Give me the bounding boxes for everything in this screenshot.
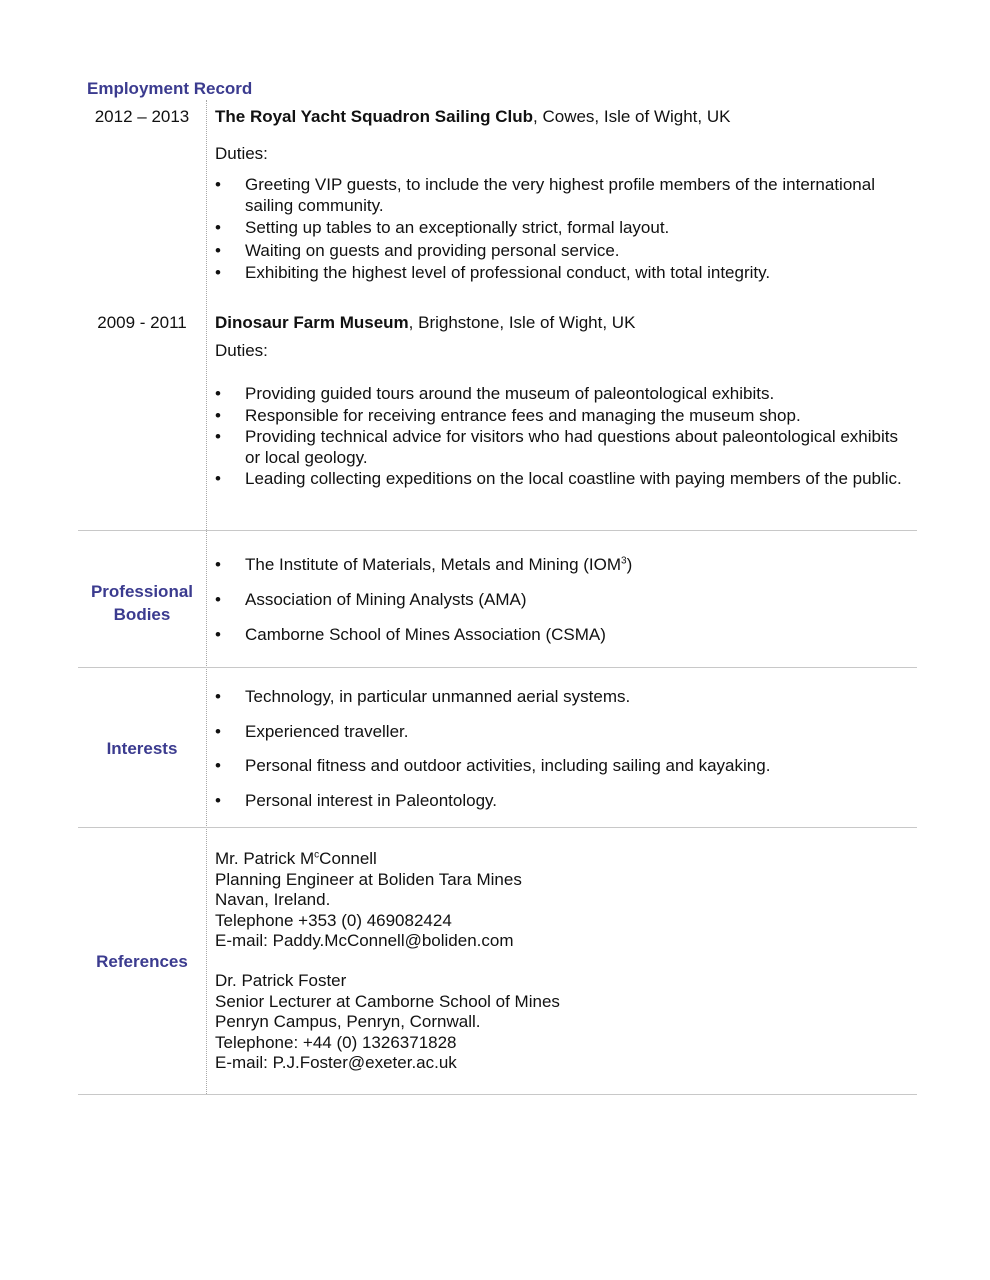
column-divider bbox=[206, 100, 207, 1094]
employer-name: Dinosaur Farm Museum bbox=[215, 313, 409, 332]
interests-list bbox=[215, 687, 915, 811]
professional-body-item: • Camborne School of Mines Association (CSMA) bbox=[215, 625, 915, 646]
professional-bodies-list bbox=[215, 555, 915, 646]
section-heading-employment: Employment Record bbox=[87, 79, 253, 98]
duty-item: • Providing guided tours around the museum of paleontological exhibits. bbox=[215, 384, 915, 405]
reference-foster bbox=[215, 971, 560, 1074]
section-label-interests: Interests bbox=[106, 739, 178, 758]
interest-item: • Technology, in particular unmanned aerial systems. bbox=[215, 687, 915, 708]
duty-item: • Greeting VIP guests, to include the very highest profile members of the international sailing community. bbox=[215, 175, 915, 216]
duties-list bbox=[215, 175, 915, 284]
reference-email: E-mail: P.J.Foster@exeter.ac.uk bbox=[215, 1053, 457, 1072]
reference-address: Penryn Campus, Penryn, Cornwall. bbox=[215, 1012, 481, 1031]
reference-phone: Telephone: +44 (0) 1326371828 bbox=[215, 1032, 457, 1052]
duties-label: Duties: bbox=[215, 341, 268, 360]
duty-item: • Responsible for receiving entrance fees and managing the museum shop. bbox=[215, 406, 915, 427]
duty-item: • Setting up tables to an exceptionally strict, formal layout. bbox=[215, 218, 915, 239]
section-divider bbox=[78, 530, 917, 531]
section-label-professional-bodies: Professional Bodies bbox=[90, 582, 194, 624]
job-title-line bbox=[215, 107, 730, 128]
duty-item: • Providing technical advice for visitors who had questions about paleontological exhibits or local geology. bbox=[215, 427, 915, 468]
employer-location: , Brighstone, Isle of Wight, UK bbox=[408, 313, 636, 332]
interest-item: • Personal fitness and outdoor activities, including sailing and kayaking. bbox=[215, 756, 915, 777]
professional-body-item: • Association of Mining Analysts (AMA) bbox=[215, 590, 915, 611]
section-divider bbox=[78, 667, 917, 668]
professional-body-item: • The Institute of Materials, Metals and Mining (IOM$^3$) bbox=[215, 555, 915, 576]
employer-name: The Royal Yacht Squadron Sailing Club bbox=[215, 107, 534, 126]
section-divider bbox=[78, 1094, 917, 1095]
job-title-line bbox=[215, 313, 635, 334]
reference-mcconnell bbox=[215, 849, 522, 952]
employer-location: , Cowes, Isle of Wight, UK bbox=[533, 107, 731, 126]
reference-title: Senior Lecturer at Camborne School of Mines bbox=[215, 991, 560, 1011]
section-divider bbox=[78, 827, 917, 828]
duty-item: • Exhibiting the highest level of professional conduct, with total integrity. bbox=[215, 263, 915, 284]
duty-item: • Waiting on guests and providing personal service. bbox=[215, 241, 915, 262]
reference-phone: Telephone +353 (0) 469082424 bbox=[215, 910, 452, 930]
reference-title: Planning Engineer at Boliden Tara Mines bbox=[215, 869, 522, 889]
job-dates: 2009 - 2011 bbox=[97, 313, 187, 332]
job-dates: 2012 – 2013 bbox=[94, 107, 190, 126]
reference-name: Dr. Patrick Foster bbox=[215, 971, 347, 990]
interest-item: • Personal interest in Paleontology. bbox=[215, 791, 915, 812]
section-label-references: References bbox=[96, 952, 188, 971]
reference-name: Mr. Patrick $M^cConnell$ bbox=[215, 849, 377, 868]
duties-list bbox=[215, 384, 915, 490]
duty-item: • Leading collecting expeditions on the local coastline with paying members of the public. bbox=[215, 469, 915, 490]
reference-email: E-mail: Paddy.McConnell@boliden.com bbox=[215, 931, 514, 950]
reference-address: Navan, Ireland. bbox=[215, 890, 331, 909]
interest-item: • Experienced traveller. bbox=[215, 722, 915, 743]
duties-label: Duties: bbox=[215, 144, 268, 163]
